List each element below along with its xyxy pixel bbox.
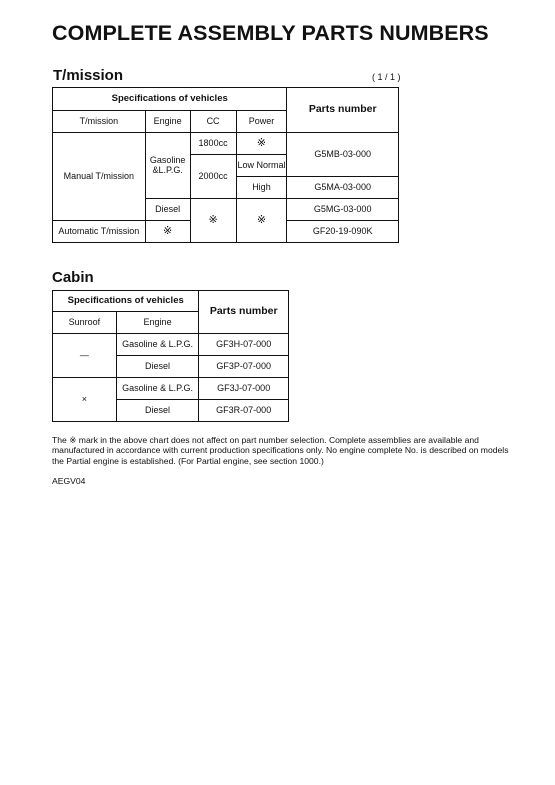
diesel-cell: Diesel: [116, 400, 199, 422]
page-title: COMPLETE ASSEMBLY PARTS NUMBERS: [52, 21, 489, 45]
reference-mark: ※: [236, 199, 287, 243]
cc-1800-cell: 1800cc: [190, 133, 236, 155]
cabin-table: [52, 290, 289, 422]
automatic-tmission-cell: Automatic T/mission: [53, 221, 146, 243]
reference-mark: ※: [145, 221, 190, 243]
part-number-cell: GF3R-07-000: [199, 400, 289, 422]
spec-header: Specifications of vehicles: [53, 88, 287, 111]
sunroof-x-cell: ×: [53, 378, 117, 422]
cc-2000-cell: 2000cc: [190, 155, 236, 199]
low-normal-cell: Low Normal: [236, 155, 287, 177]
col-cc: CC: [190, 111, 236, 133]
high-cell: High: [236, 177, 287, 199]
footnote: The ※ mark in the above chart does not affect on part number selection. Complete assemblies are available and manufactured in accordance with current production specifications only. No engine complete No. is described on models the Partial engine is established. (For Partial engine, see section 1000.): [52, 435, 509, 466]
col-tmission: T/mission: [53, 111, 146, 133]
col-power: Power: [236, 111, 287, 133]
gasoline-lpg-cell: Gasoline & L.P.G.: [116, 378, 199, 400]
part-number-cell: G5MA-03-000: [287, 177, 399, 199]
reference-mark: ※: [236, 133, 287, 155]
sunroof-none-cell: —: [53, 334, 117, 378]
part-number-cell: GF3H-07-000: [199, 334, 289, 356]
col-engine: Engine: [116, 312, 199, 334]
reference-mark: ※: [190, 199, 236, 243]
col-sunroof: Sunroof: [53, 312, 117, 334]
gasoline-lpg-cell: Gasoline &L.P.G.: [145, 133, 190, 199]
cabin-section-title: Cabin: [52, 269, 94, 286]
part-number-cell: G5MG-03-000: [287, 199, 399, 221]
col-engine: Engine: [145, 111, 190, 133]
page-indicator: ( 1 / 1 ): [372, 72, 401, 82]
diesel-cell: Diesel: [116, 356, 199, 378]
spec-header: Specifications of vehicles: [53, 291, 199, 312]
transmission-section-title: T/mission: [53, 67, 124, 84]
diesel-cell: Diesel: [145, 199, 190, 221]
parts-number-header: Parts number: [287, 88, 399, 133]
part-number-cell: GF3J-07-000: [199, 378, 289, 400]
transmission-table: [52, 87, 399, 243]
part-number-cell: G5MB-03-000: [287, 133, 399, 177]
document-code: AEGV04: [52, 476, 86, 486]
gasoline-lpg-cell: Gasoline & L.P.G.: [116, 334, 199, 356]
part-number-cell: GF3P-07-000: [199, 356, 289, 378]
part-number-cell: GF20-19-090K: [287, 221, 399, 243]
parts-number-header: Parts number: [199, 291, 289, 334]
manual-tmission-cell: Manual T/mission: [53, 133, 146, 221]
